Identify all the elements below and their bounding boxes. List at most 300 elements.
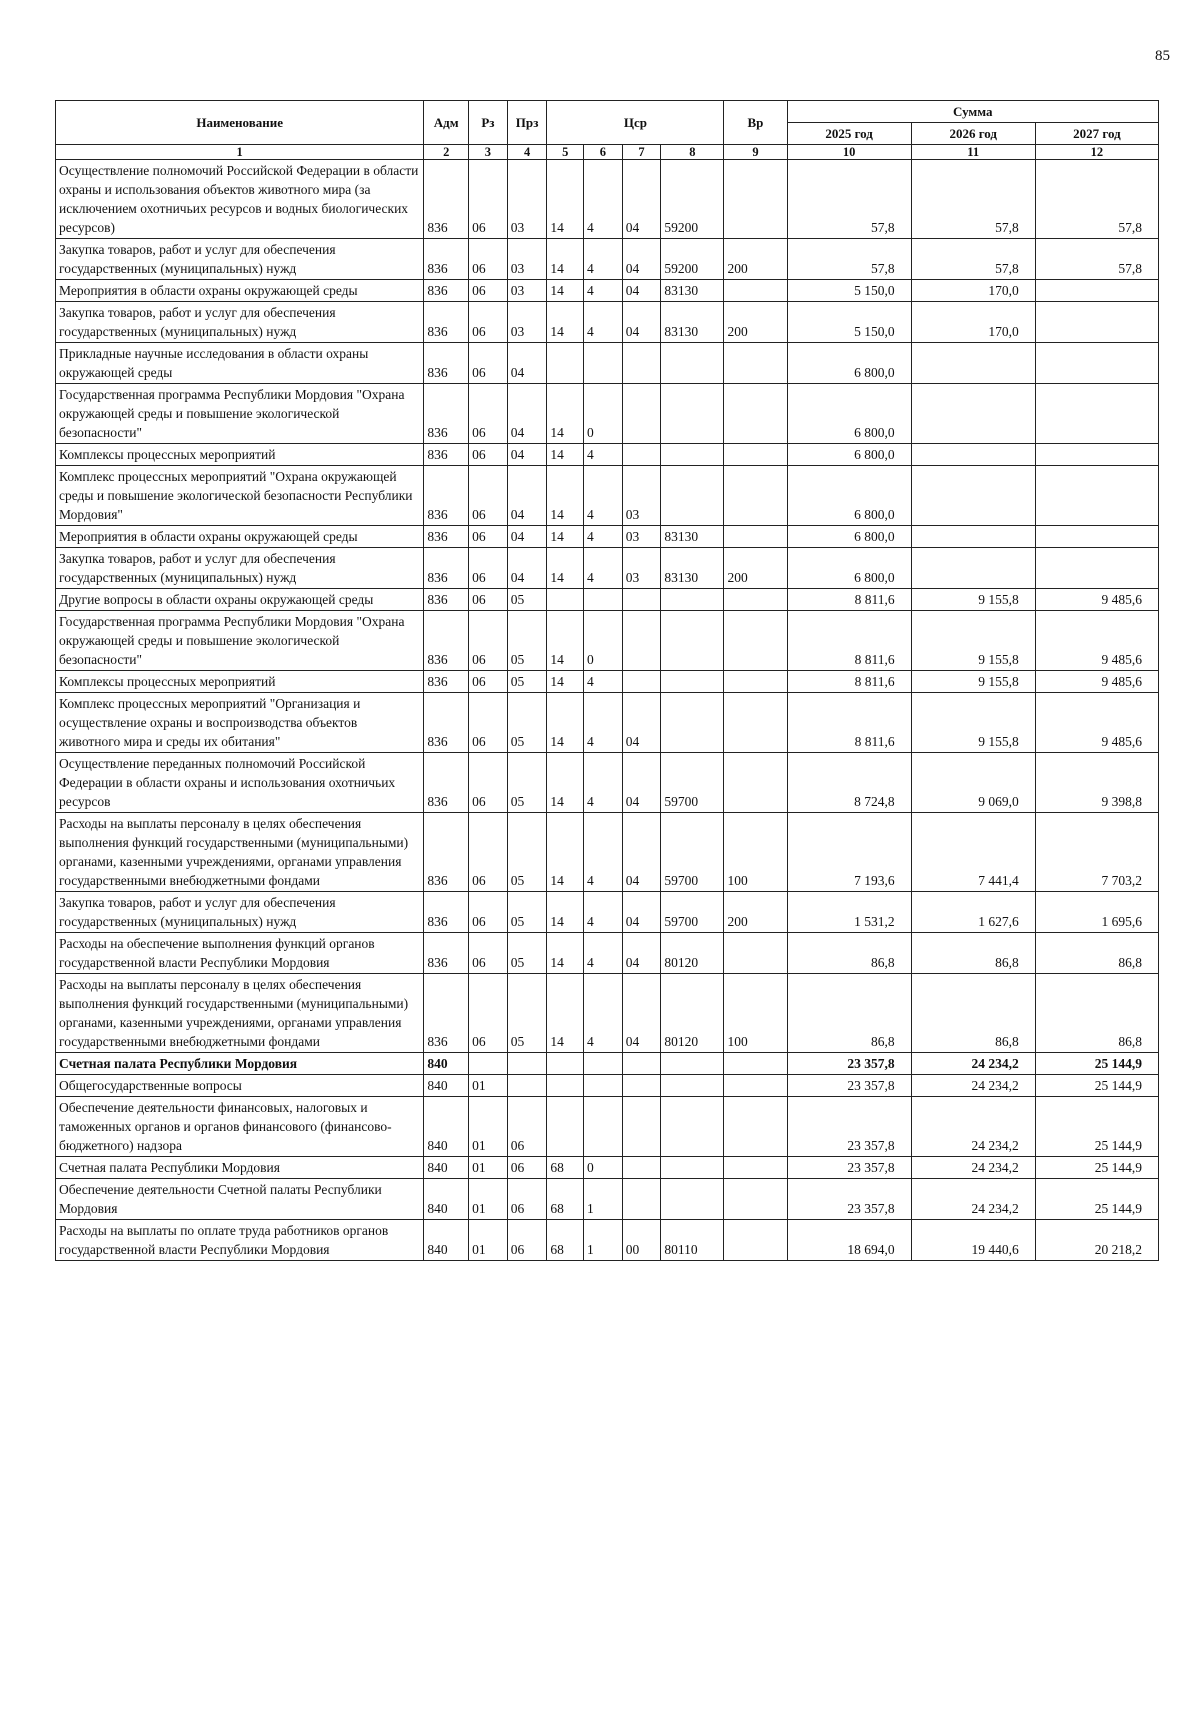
row-csr-6 [584,589,623,611]
row-csr-6: 1 [584,1220,623,1261]
row-sum-2027: 9 485,6 [1035,693,1158,753]
row-prz: 04 [507,548,547,589]
column-index-cell: 11 [911,145,1035,160]
row-sum-2027: 1 695,6 [1035,892,1158,933]
row-sum-2027 [1035,548,1158,589]
row-csr-8: 59200 [661,160,724,239]
row-sum-2027: 9 485,6 [1035,589,1158,611]
header-row-1 [56,101,1159,123]
row-csr-5: 14 [547,611,584,671]
row-sum-2026: 86,8 [911,974,1035,1053]
row-csr-8: 80120 [661,933,724,974]
table-row [56,280,1159,302]
row-name: Закупка товаров, работ и услуг для обеспечения государственных (муниципальных) нужд [56,892,424,933]
row-csr-8 [661,343,724,384]
row-name: Мероприятия в области охраны окружающей среды [56,526,424,548]
row-prz: 04 [507,466,547,526]
row-csr-7 [622,1179,661,1220]
row-name: Закупка товаров, работ и услуг для обеспечения государственных (муниципальных) нужд [56,548,424,589]
row-prz: 05 [507,892,547,933]
row-vr [724,753,787,813]
row-name: Общегосударственные вопросы [56,1075,424,1097]
row-sum-2026: 57,8 [911,239,1035,280]
row-csr-7 [622,611,661,671]
row-prz: 05 [507,813,547,892]
row-vr: 200 [724,302,787,343]
row-rz: 06 [469,302,508,343]
row-rz: 06 [469,444,508,466]
row-sum-2025: 8 811,6 [787,693,911,753]
row-rz: 06 [469,974,508,1053]
row-csr-7 [622,671,661,693]
row-sum-2027: 9 485,6 [1035,611,1158,671]
row-csr-5 [547,1053,584,1075]
row-prz: 03 [507,239,547,280]
header-adm: Адм [424,101,469,145]
row-sum-2026: 24 234,2 [911,1097,1035,1157]
table-row [56,1097,1159,1157]
row-csr-7 [622,1097,661,1157]
row-csr-6: 4 [584,280,623,302]
column-index-cell: 2 [424,145,469,160]
row-adm: 840 [424,1097,469,1157]
row-csr-5: 14 [547,974,584,1053]
row-csr-7: 04 [622,813,661,892]
column-index-cell: 1 [56,145,424,160]
row-csr-6: 4 [584,466,623,526]
row-vr [724,671,787,693]
table-row [56,1075,1159,1097]
row-prz: 05 [507,611,547,671]
row-sum-2025: 6 800,0 [787,548,911,589]
row-csr-5: 14 [547,753,584,813]
row-csr-7: 03 [622,548,661,589]
row-csr-8: 83130 [661,280,724,302]
row-csr-5: 14 [547,933,584,974]
row-rz: 01 [469,1179,508,1220]
row-sum-2027 [1035,302,1158,343]
row-name: Государственная программа Республики Мордовия "Охрана окружающей среды и повышение экологической безопасности" [56,611,424,671]
row-sum-2027 [1035,526,1158,548]
row-csr-8 [661,466,724,526]
row-name: Государственная программа Республики Мордовия "Охрана окружающей среды и повышение экологической безопасности" [56,384,424,444]
table-row [56,1179,1159,1220]
table-row [56,589,1159,611]
row-vr: 200 [724,548,787,589]
row-sum-2026 [911,444,1035,466]
row-csr-5 [547,589,584,611]
row-rz: 06 [469,933,508,974]
row-vr: 200 [724,239,787,280]
row-name: Расходы на выплаты персоналу в целях обеспечения выполнения функций государственными (муниципальными) органами, казенными учреждениями, органами управления государственными внебюджетными фондами [56,974,424,1053]
row-csr-8: 83130 [661,302,724,343]
row-prz: 05 [507,693,547,753]
row-adm: 836 [424,548,469,589]
row-csr-8 [661,1053,724,1075]
table-row [56,548,1159,589]
row-adm: 840 [424,1075,469,1097]
row-sum-2025: 57,8 [787,160,911,239]
row-csr-5: 14 [547,444,584,466]
row-csr-7 [622,1157,661,1179]
row-rz: 06 [469,239,508,280]
row-name: Комплекс процессных мероприятий "Организация и осуществление охраны и воспроизводства объектов животного мира и среды их обитания" [56,693,424,753]
row-csr-8: 59700 [661,892,724,933]
row-csr-6: 0 [584,611,623,671]
row-sum-2026: 24 234,2 [911,1157,1035,1179]
row-vr [724,933,787,974]
row-sum-2027: 20 218,2 [1035,1220,1158,1261]
row-name: Счетная палата Республики Мордовия [56,1053,424,1075]
row-csr-5: 14 [547,693,584,753]
column-index-cell: 10 [787,145,911,160]
row-name: Мероприятия в области охраны окружающей среды [56,280,424,302]
table-row [56,466,1159,526]
column-index-cell: 7 [622,145,661,160]
row-sum-2026: 9 155,8 [911,693,1035,753]
row-csr-6: 4 [584,892,623,933]
row-sum-2027: 25 144,9 [1035,1179,1158,1220]
row-prz: 04 [507,343,547,384]
row-adm: 840 [424,1053,469,1075]
row-csr-7: 00 [622,1220,661,1261]
table-row [56,384,1159,444]
table-row [56,671,1159,693]
row-csr-5: 14 [547,302,584,343]
row-csr-6: 4 [584,671,623,693]
row-csr-6: 4 [584,302,623,343]
row-vr [724,444,787,466]
column-index-cell: 12 [1035,145,1158,160]
row-csr-8 [661,693,724,753]
row-csr-5: 14 [547,384,584,444]
budget-table [55,100,1159,1261]
row-csr-6: 4 [584,813,623,892]
row-rz: 06 [469,466,508,526]
row-csr-8: 59700 [661,813,724,892]
row-name: Закупка товаров, работ и услуг для обеспечения государственных (муниципальных) нужд [56,239,424,280]
row-csr-5: 14 [547,671,584,693]
row-csr-5: 68 [547,1220,584,1261]
table-row [56,813,1159,892]
row-sum-2027: 57,8 [1035,160,1158,239]
row-name: Расходы на выплаты по оплате труда работников органов государственной власти Республики Мордовия [56,1220,424,1261]
row-csr-7: 04 [622,302,661,343]
row-rz: 06 [469,813,508,892]
row-csr-7: 04 [622,892,661,933]
row-adm: 836 [424,693,469,753]
row-rz: 01 [469,1075,508,1097]
row-sum-2026: 57,8 [911,160,1035,239]
row-prz [507,1075,547,1097]
row-rz: 06 [469,611,508,671]
row-prz: 03 [507,302,547,343]
row-sum-2026: 9 155,8 [911,611,1035,671]
row-sum-2026: 9 155,8 [911,671,1035,693]
row-csr-8: 80110 [661,1220,724,1261]
row-csr-7 [622,1075,661,1097]
row-csr-6: 0 [584,384,623,444]
row-adm: 836 [424,160,469,239]
row-rz: 06 [469,384,508,444]
row-csr-6: 4 [584,548,623,589]
table-row [56,1157,1159,1179]
row-vr [724,526,787,548]
row-vr [724,1053,787,1075]
row-sum-2027 [1035,384,1158,444]
row-csr-7: 04 [622,933,661,974]
row-sum-2027: 25 144,9 [1035,1097,1158,1157]
row-prz: 03 [507,160,547,239]
header-name: Наименование [56,101,424,145]
row-name: Другие вопросы в области охраны окружающей среды [56,589,424,611]
row-csr-6: 4 [584,444,623,466]
row-rz: 06 [469,526,508,548]
row-rz: 06 [469,280,508,302]
row-csr-8 [661,1097,724,1157]
row-sum-2026 [911,466,1035,526]
row-sum-2025: 7 193,6 [787,813,911,892]
row-csr-5: 68 [547,1157,584,1179]
row-sum-2026: 9 155,8 [911,589,1035,611]
row-prz: 04 [507,526,547,548]
row-sum-2025: 23 357,8 [787,1179,911,1220]
row-sum-2026: 86,8 [911,933,1035,974]
row-sum-2027: 25 144,9 [1035,1075,1158,1097]
row-csr-5: 14 [547,160,584,239]
row-rz [469,1053,508,1075]
header-rz: Рз [469,101,508,145]
row-csr-6 [584,343,623,384]
row-csr-8: 83130 [661,548,724,589]
row-csr-5: 14 [547,466,584,526]
row-csr-6: 1 [584,1179,623,1220]
row-vr [724,611,787,671]
row-prz: 03 [507,280,547,302]
row-csr-5 [547,1097,584,1157]
row-csr-7: 04 [622,160,661,239]
row-sum-2025: 5 150,0 [787,302,911,343]
row-csr-7 [622,384,661,444]
table-row [56,933,1159,974]
table-row [56,1053,1159,1075]
row-sum-2025: 8 724,8 [787,753,911,813]
row-vr: 100 [724,813,787,892]
row-vr [724,466,787,526]
row-name: Обеспечение деятельности финансовых, налоговых и таможенных органов и органов финансового (финансово-бюджетного) надзора [56,1097,424,1157]
header-vr: Вр [724,101,787,145]
row-vr [724,589,787,611]
row-csr-8 [661,384,724,444]
row-sum-2026 [911,343,1035,384]
row-adm: 840 [424,1220,469,1261]
row-csr-8 [661,1179,724,1220]
row-prz: 06 [507,1097,547,1157]
row-vr [724,1097,787,1157]
row-sum-2025: 86,8 [787,933,911,974]
row-sum-2025: 23 357,8 [787,1053,911,1075]
row-sum-2025: 5 150,0 [787,280,911,302]
row-rz: 06 [469,892,508,933]
row-name: Комплексы процессных мероприятий [56,444,424,466]
table-body [56,160,1159,1261]
header-sum: Сумма [787,101,1158,123]
row-sum-2027: 7 703,2 [1035,813,1158,892]
row-csr-7: 04 [622,280,661,302]
row-csr-7 [622,343,661,384]
row-rz: 06 [469,671,508,693]
row-csr-8: 80120 [661,974,724,1053]
row-sum-2026: 9 069,0 [911,753,1035,813]
row-adm: 836 [424,589,469,611]
table-row [56,753,1159,813]
row-sum-2025: 23 357,8 [787,1157,911,1179]
row-adm: 836 [424,280,469,302]
row-adm: 836 [424,611,469,671]
row-csr-5 [547,343,584,384]
row-adm: 836 [424,974,469,1053]
row-csr-6 [584,1097,623,1157]
row-vr [724,1075,787,1097]
row-name: Комплекс процессных мероприятий "Охрана окружающей среды и повышение экологической безопасности Республики Мордовия" [56,466,424,526]
column-index-cell: 8 [661,145,724,160]
row-prz: 05 [507,671,547,693]
row-csr-8: 83130 [661,526,724,548]
row-sum-2026 [911,526,1035,548]
row-csr-6: 4 [584,693,623,753]
row-vr [724,280,787,302]
row-sum-2027 [1035,343,1158,384]
row-sum-2026: 24 234,2 [911,1053,1035,1075]
row-sum-2026: 24 234,2 [911,1179,1035,1220]
row-name: Прикладные научные исследования в области охраны окружающей среды [56,343,424,384]
row-csr-7: 03 [622,466,661,526]
row-sum-2027: 25 144,9 [1035,1157,1158,1179]
column-index-cell: 6 [584,145,623,160]
row-vr [724,1179,787,1220]
row-name: Счетная палата Республики Мордовия [56,1157,424,1179]
row-csr-8 [661,444,724,466]
row-name: Осуществление полномочий Российской Федерации в области охраны и использования объектов животного мира (за исключением охотничьих ресурсов и водных биологических ресурсов) [56,160,424,239]
row-sum-2027 [1035,280,1158,302]
table-row [56,1220,1159,1261]
row-name: Осуществление переданных полномочий Российской Федерации в области охраны и использования охотничьих ресурсов [56,753,424,813]
row-csr-8: 59200 [661,239,724,280]
row-csr-7: 03 [622,526,661,548]
row-name: Комплексы процессных мероприятий [56,671,424,693]
table-row [56,892,1159,933]
row-adm: 836 [424,384,469,444]
table-row [56,160,1159,239]
table-row [56,302,1159,343]
row-csr-8: 59700 [661,753,724,813]
row-sum-2025: 6 800,0 [787,526,911,548]
row-csr-8 [661,671,724,693]
row-sum-2025: 23 357,8 [787,1075,911,1097]
row-name: Расходы на выплаты персоналу в целях обеспечения выполнения функций государственными (муниципальными) органами, казенными учреждениями, органами управления государственными внебюджетными фондами [56,813,424,892]
row-csr-5: 14 [547,892,584,933]
row-prz: 05 [507,589,547,611]
row-rz: 06 [469,160,508,239]
row-csr-8 [661,589,724,611]
column-index-row [56,145,1159,160]
row-sum-2025: 6 800,0 [787,343,911,384]
row-csr-8 [661,1157,724,1179]
row-csr-5 [547,1075,584,1097]
row-sum-2025: 23 357,8 [787,1097,911,1157]
row-adm: 840 [424,1157,469,1179]
table-row [56,444,1159,466]
row-csr-7 [622,1053,661,1075]
row-prz: 06 [507,1220,547,1261]
table-row [56,611,1159,671]
row-csr-6: 4 [584,753,623,813]
row-sum-2026: 24 234,2 [911,1075,1035,1097]
row-prz: 04 [507,444,547,466]
row-sum-2027: 9 398,8 [1035,753,1158,813]
row-vr [724,1157,787,1179]
row-sum-2025: 57,8 [787,239,911,280]
row-vr [724,693,787,753]
row-sum-2025: 8 811,6 [787,611,911,671]
row-csr-5: 14 [547,548,584,589]
row-csr-6 [584,1053,623,1075]
row-adm: 840 [424,1179,469,1220]
row-adm: 836 [424,813,469,892]
row-csr-7 [622,589,661,611]
row-sum-2026: 7 441,4 [911,813,1035,892]
header-year-2025: 2025 год [787,123,911,145]
row-sum-2026 [911,548,1035,589]
row-csr-5: 14 [547,239,584,280]
row-csr-6: 4 [584,933,623,974]
table-row [56,526,1159,548]
row-adm: 836 [424,933,469,974]
row-prz: 05 [507,974,547,1053]
row-sum-2025: 18 694,0 [787,1220,911,1261]
row-csr-7: 04 [622,239,661,280]
row-adm: 836 [424,444,469,466]
row-adm: 836 [424,753,469,813]
table-row [56,343,1159,384]
header-csr: Цср [547,101,724,145]
row-name: Расходы на обеспечение выполнения функций органов государственной власти Республики Мордовия [56,933,424,974]
row-sum-2026: 170,0 [911,302,1035,343]
row-adm: 836 [424,892,469,933]
row-sum-2027 [1035,444,1158,466]
row-sum-2026: 19 440,6 [911,1220,1035,1261]
row-csr-7: 04 [622,974,661,1053]
row-adm: 836 [424,302,469,343]
row-sum-2027: 57,8 [1035,239,1158,280]
row-sum-2026 [911,384,1035,444]
row-rz: 01 [469,1097,508,1157]
row-rz: 01 [469,1220,508,1261]
row-sum-2025: 8 811,6 [787,589,911,611]
row-adm: 836 [424,239,469,280]
row-prz: 04 [507,384,547,444]
row-csr-7: 04 [622,753,661,813]
row-csr-7: 04 [622,693,661,753]
row-rz: 06 [469,589,508,611]
row-sum-2027: 86,8 [1035,933,1158,974]
row-vr [724,384,787,444]
row-vr [724,343,787,384]
row-prz: 06 [507,1157,547,1179]
row-prz [507,1053,547,1075]
row-sum-2025: 86,8 [787,974,911,1053]
row-csr-6: 4 [584,974,623,1053]
